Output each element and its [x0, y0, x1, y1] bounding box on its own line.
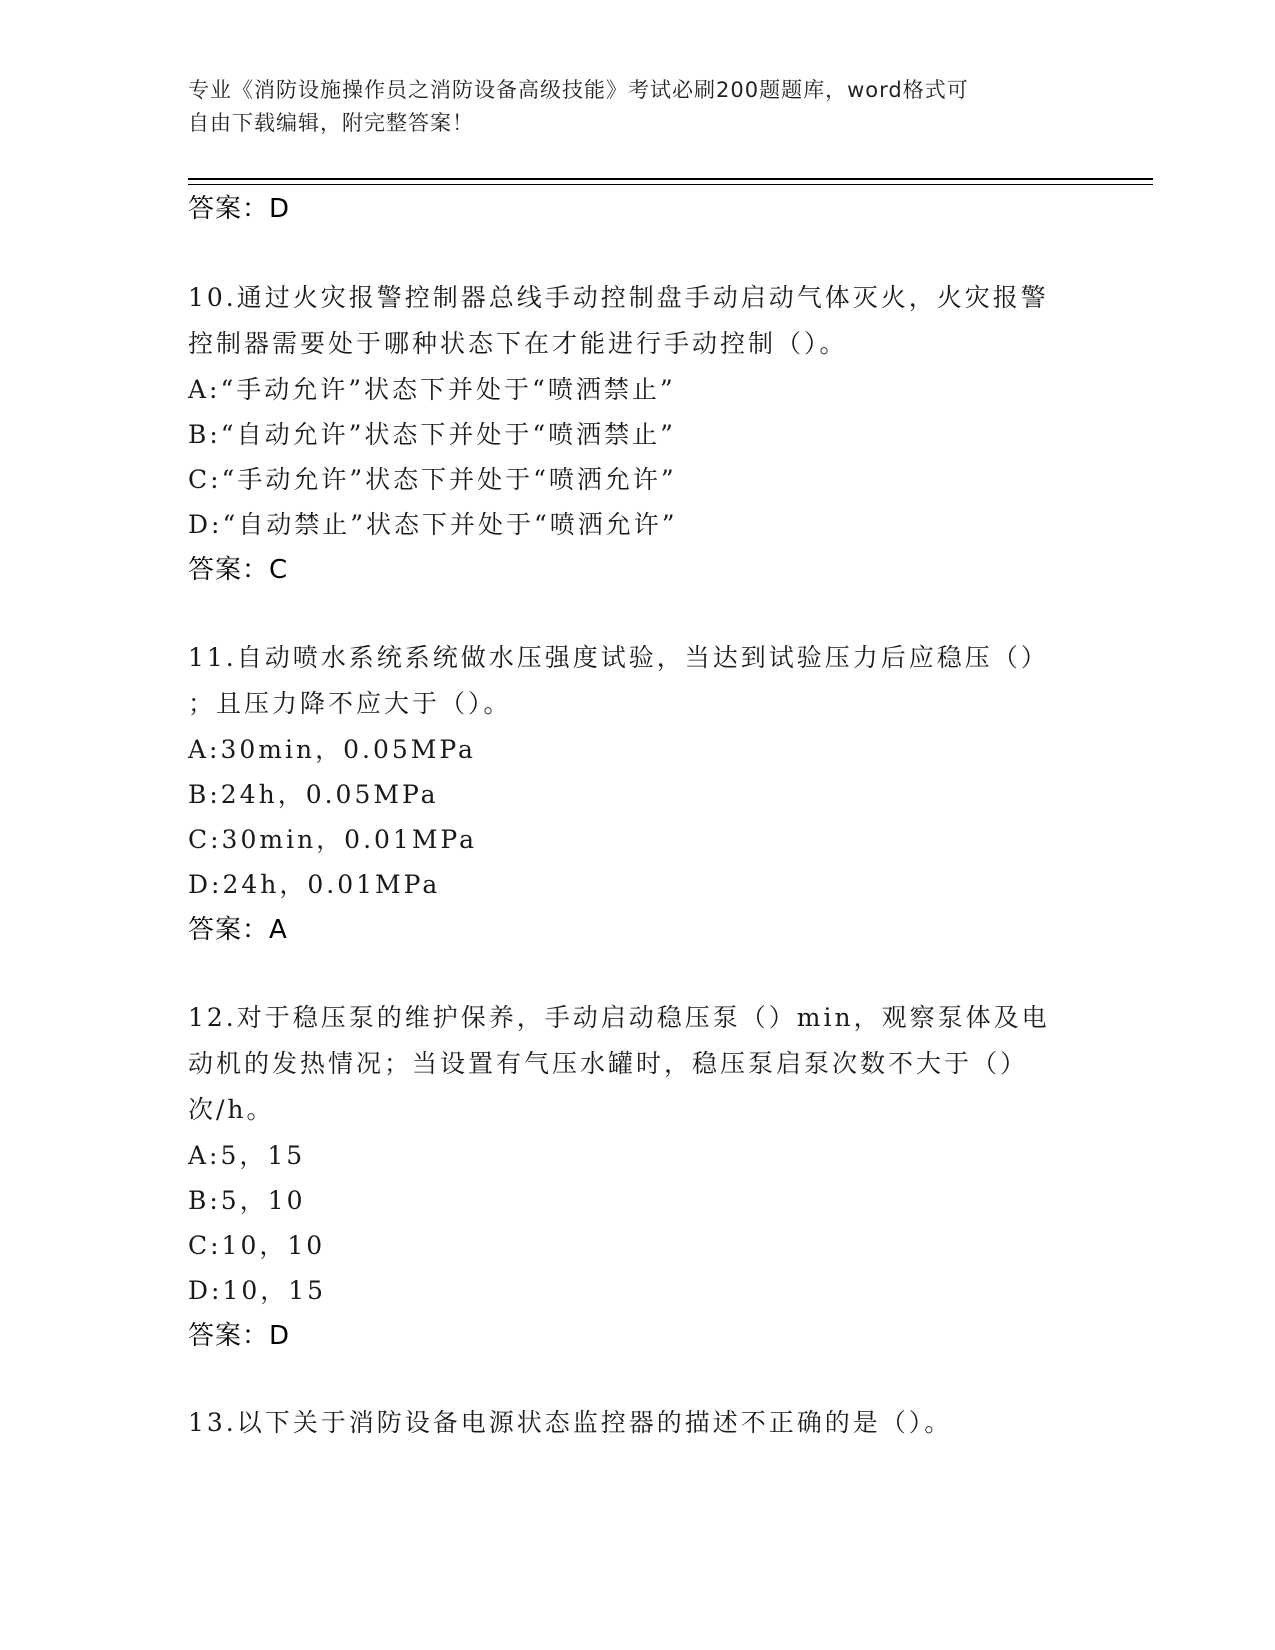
- document-header: [188, 74, 1068, 140]
- question-11: [188, 635, 1108, 953]
- header-line-2: 自由下载编辑，附完整答案！: [188, 111, 474, 135]
- answer-label: 答案：D: [188, 194, 291, 224]
- option-a: A:“手动允许”状态下并处于“喷洒禁止”: [188, 375, 676, 404]
- option-d: D:“自动禁止”状态下并处于“喷洒允许”: [188, 510, 678, 539]
- question-text: [188, 635, 1108, 727]
- header-line-1: 专业《消防设施操作员之消防设备高级技能》考试必刷200题题库，word格式可: [188, 78, 969, 102]
- question-text: [188, 995, 1108, 1133]
- option-c: C:30min，0.01MPa: [188, 825, 478, 854]
- question-13: [188, 1400, 1108, 1446]
- option-c: C:10，10: [188, 1231, 326, 1260]
- question-text: [188, 275, 1108, 367]
- option-a: A:5，15: [188, 1141, 306, 1170]
- question-10: [188, 275, 1108, 593]
- previous-answer-block: [188, 186, 1108, 232]
- option-d: D:10，15: [188, 1276, 327, 1305]
- option-b: B:“自动允许”状态下并处于“喷洒禁止”: [188, 420, 676, 449]
- header-divider-thick: [188, 178, 1153, 180]
- answer-label: 答案：C: [188, 555, 289, 585]
- answer-label: 答案：A: [188, 915, 288, 945]
- question-line: 11.自动喷水系统系统做水压强度试验，当达到试验压力后应稳压（）: [188, 643, 1049, 672]
- option-d: D:24h，0.01MPa: [188, 870, 441, 899]
- option-a: A:30min，0.05MPa: [188, 735, 476, 764]
- answer-label: 答案：D: [188, 1321, 291, 1351]
- question-12: [188, 995, 1108, 1359]
- question-line: 12.对于稳压泵的维护保养，手动启动稳压泵（）min，观察泵体及电: [188, 1003, 1050, 1032]
- question-line: ；且压力降不应大于（）。: [188, 689, 512, 718]
- question-line: 13.以下关于消防设备电源状态监控器的描述不正确的是（）。: [188, 1408, 953, 1437]
- option-c: C:“手动允许”状态下并处于“喷洒允许”: [188, 465, 677, 494]
- question-line: 控制器需要处于哪种状态下在才能进行手动控制（）。: [188, 329, 848, 358]
- question-line: 动机的发热情况；当设置有气压水罐时，稳压泵启泵次数不大于（）: [188, 1049, 1029, 1078]
- option-b: B:24h，0.05MPa: [188, 780, 439, 809]
- header-divider-thin: [188, 184, 1153, 185]
- option-b: B:5，10: [188, 1186, 306, 1215]
- question-text: [188, 1400, 1108, 1446]
- question-line: 次/h。: [188, 1095, 275, 1124]
- question-line: 10.通过火灾报警控制器总线手动控制盘手动启动气体灭火，火灾报警: [188, 283, 1049, 312]
